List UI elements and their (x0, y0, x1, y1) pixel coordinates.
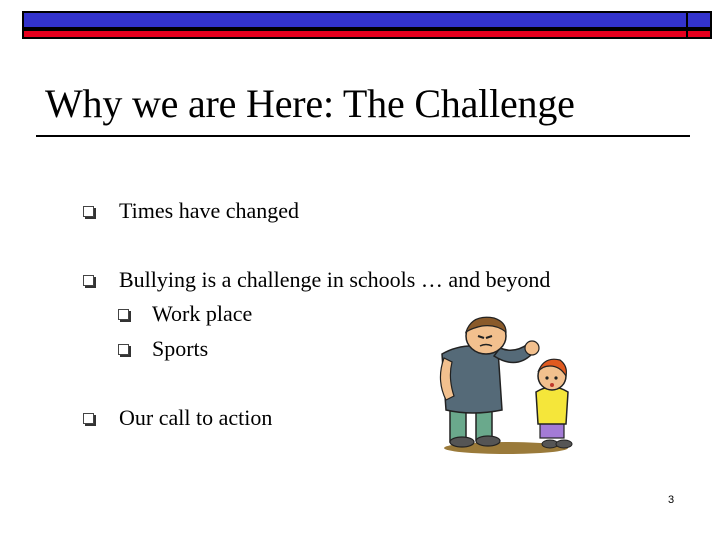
page-number: 3 (668, 494, 675, 506)
bullet-item (83, 267, 550, 293)
bullet-text: Bullying is a challenge in schools … and beyond (119, 267, 551, 292)
sub-bullet-text: Sports (152, 336, 209, 361)
header-bar-red (22, 29, 712, 39)
bullet-text: Our call to action (119, 405, 273, 430)
sub-bullet-text: Work place (152, 301, 253, 326)
slide-title: Why we are Here: The Challenge (45, 81, 575, 126)
bullet-item (83, 198, 299, 224)
checkbox-bullet-icon (118, 344, 129, 355)
header-bar-corner-square (686, 11, 710, 39)
bully-clipart-icon (436, 310, 586, 460)
sub-bullet-item (118, 301, 252, 327)
checkbox-bullet-icon (83, 413, 94, 424)
bullet-text: Times have changed (119, 198, 300, 223)
checkbox-bullet-icon (83, 275, 94, 286)
checkbox-bullet-icon (118, 309, 129, 320)
title-divider (36, 135, 690, 137)
header-bar-blue (22, 11, 712, 29)
bullet-item (83, 405, 272, 431)
sub-bullet-item (118, 336, 208, 362)
checkbox-bullet-icon (83, 206, 94, 217)
